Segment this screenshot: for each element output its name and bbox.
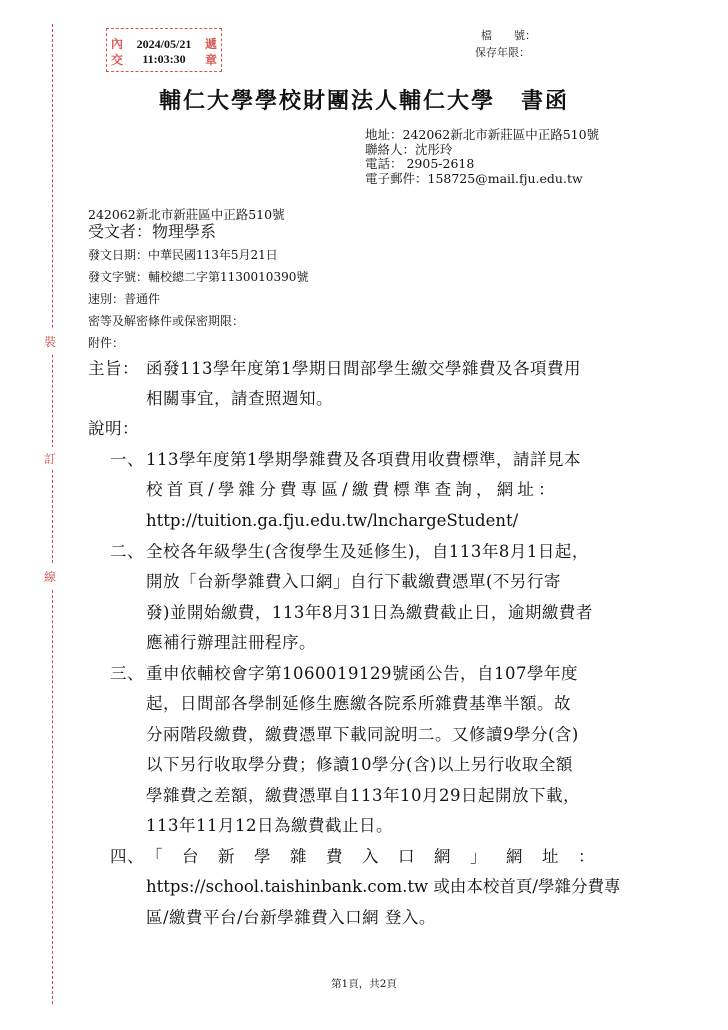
binding-char-xian: 線: [44, 565, 56, 588]
page-number: 第1頁，共2頁: [331, 978, 397, 990]
stamp-time: 11:03:30: [142, 52, 186, 66]
item-line: https://school.taishinbank.com.tw 或由本校首頁/學雜分費專: [146, 877, 621, 896]
item-line: 起，日間部各學制延修生應繳各院系所雜費基準半額。故: [146, 694, 571, 713]
subject-line: 函發113學年度第1學期日間部學生繳交學雜費及各項費用: [146, 359, 581, 378]
doc-type: 書函: [521, 88, 570, 114]
item-number: 三、: [110, 664, 144, 683]
recipient-address: 242062新北市新莊區中正路510號: [88, 207, 285, 222]
delivery-speed: 速別：普通件: [88, 292, 161, 306]
item-line: 開放「台新學雜費入口網」自行下載繳費憑單(不另行寄: [146, 572, 561, 591]
item-line: 重申依輔校會字第1060019129號函公告，自107學年度: [146, 664, 578, 683]
item-line: 應補行辦理註冊程序。: [146, 633, 316, 652]
contact-person: 聯絡人：沈彤玲: [365, 141, 453, 157]
item-line: 「台新學雜費入口網」網址：: [146, 847, 614, 866]
item-line: 學雜費之差額，繳費憑單自113年10月29日起開放下載，: [146, 786, 580, 805]
item-line: 以下另行收取學分費；修讀10學分(含)以上另行收取全額: [146, 755, 573, 774]
issue-number: 發文字號：輔校總二字第1130010390號: [88, 270, 309, 284]
recipient-name: 受文者：物理學系: [88, 222, 217, 241]
item-line: 發)並開始繳費，113年8月31日為繳費截止日，逾期繳費者: [146, 603, 593, 622]
binding-line: [52, 24, 53, 1004]
retention-label: 保存年限：: [475, 46, 530, 59]
receipt-stamp: [106, 28, 222, 72]
stamp-char: 內: [111, 37, 124, 51]
explanation-label: 說明：: [88, 419, 139, 438]
item-line: 113學年度第1學期學雜費及各項費用收費標準，請詳見本: [146, 450, 581, 469]
contact-phone: 電話： 2905-2618: [365, 156, 475, 171]
subject-label: 主旨：: [88, 359, 139, 378]
attachment: 附件：: [88, 336, 125, 350]
sender-contact-block: [365, 128, 599, 186]
item-url: http://tuition.ga.fju.edu.tw/lnchargeStudent/: [146, 511, 519, 530]
contact-email: 電子郵件：158725@mail.fju.edu.tw: [365, 170, 583, 186]
binding-char-zhuang: 裝: [44, 330, 56, 353]
stamp-char: 交: [111, 53, 124, 67]
item-line: 全校各年級學生(含復學生及延修生)，自113年8月1日起，: [146, 542, 589, 561]
binding-char-ding: 訂: [44, 447, 56, 470]
item-line: 區/繳費平台/台新學雜費入口網 登入。: [146, 908, 436, 927]
issue-date: 發文日期：中華民國113年5月21日: [88, 248, 278, 262]
item-line: 分兩階段繳費，繳費憑單下載同說明二。又修讀9學分(含): [146, 725, 579, 744]
item-line: 校首頁/學雜分費專區/繳費標準查詢，網址：: [146, 480, 559, 499]
item-line: 113年11月12日為繳費截止日。: [146, 816, 393, 835]
page-title: [0, 84, 728, 115]
stamp-char: 遞: [204, 37, 217, 51]
item-number: 二、: [110, 542, 144, 561]
stamp-char: 章: [204, 53, 217, 67]
stamp-date: 2024/05/21: [136, 37, 192, 51]
item-number: 四、: [110, 847, 144, 866]
org-name: 輔仁大學學校財團法人輔仁大學: [158, 88, 495, 114]
security-level: 密等及解密條件或保密期限：: [88, 314, 245, 328]
subject-line: 相關事宜，請查照週知。: [146, 389, 333, 408]
file-number-label: 檔 號：: [481, 29, 536, 42]
item-number: 一、: [110, 450, 144, 469]
sender-address: 地址：242062新北市新莊區中正路510號: [365, 127, 600, 142]
